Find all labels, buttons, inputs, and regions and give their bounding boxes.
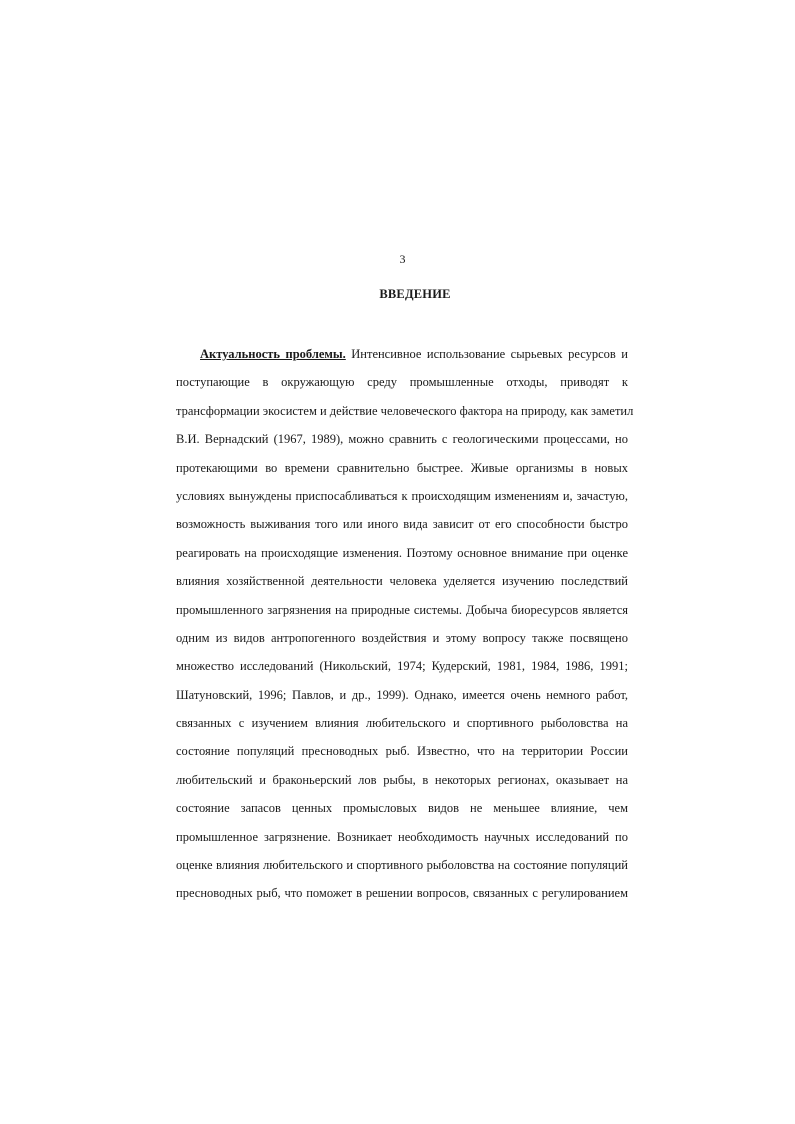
text-line: протекающими во времени сравнительно быстрее. Живые организмы в новых <box>176 460 628 475</box>
text-line: трансформации экосистем и действие человеческого фактора на природу, как заметил <box>176 403 634 418</box>
text-line: пресноводных рыб, что поможет в решении вопросов, связанных с регулированием <box>176 886 628 901</box>
text-line: поступающие в окружающую среду промышленные отходы, приводят к <box>176 375 628 390</box>
text-line: промышленное загрязнение. Возникает необходимость научных исследований по <box>176 829 628 844</box>
text-line: связанных с изучением влияния любительского и спортивного рыболовства на <box>176 716 628 731</box>
text-line: реагировать на происходящие изменения. Поэтому основное внимание при оценке <box>176 545 628 560</box>
text-line: состояние популяций пресноводных рыб. Известно, что на территории России <box>176 744 628 759</box>
text-line: В.И. Вернадский (1967, 1989), можно сравнить с геологическими процессами, но <box>176 432 628 447</box>
text-line: Шатуновский, 1996; Павлов, и др., 1999). Однако, имеется очень немного работ, <box>176 687 628 702</box>
text-line: любительский и браконьерский лов рыбы, в некоторых регионах, оказывает на <box>176 772 628 787</box>
text-line: промышленного загрязнения на природные системы. Добыча биоресурсов является <box>176 602 628 617</box>
text-line <box>176 340 628 368</box>
text-line: условиях вынуждены приспосабливаться к происходящим изменениям и, зачастую, <box>176 488 628 503</box>
text-line: оценке влияния любительского и спортивного рыболовства на состояние популяций <box>176 858 628 873</box>
text-line: одним из видов антропогенного воздействия и этому вопросу также посвящено <box>176 630 628 645</box>
text-line: влияния хозяйственной деятельности человека уделяется изучению последствий <box>176 574 628 589</box>
text-line: возможность выживания того или иного вида зависит от его способности быстро <box>176 517 628 532</box>
text-line: состояние запасов ценных промысловых видов не меньшее влияние, чем <box>176 801 628 816</box>
text-line: множество исследований (Никольский, 1974; Кудерский, 1981, 1984, 1986, 1991; <box>176 659 628 674</box>
text-line-content: Интенсивное использование сырьевых ресурсов и <box>351 347 628 361</box>
lead-label: Актуальность проблемы. <box>200 347 346 361</box>
page-number: 3 <box>399 252 406 266</box>
page-heading: ВВЕДЕНИЕ <box>379 287 451 301</box>
body-text <box>176 340 634 908</box>
